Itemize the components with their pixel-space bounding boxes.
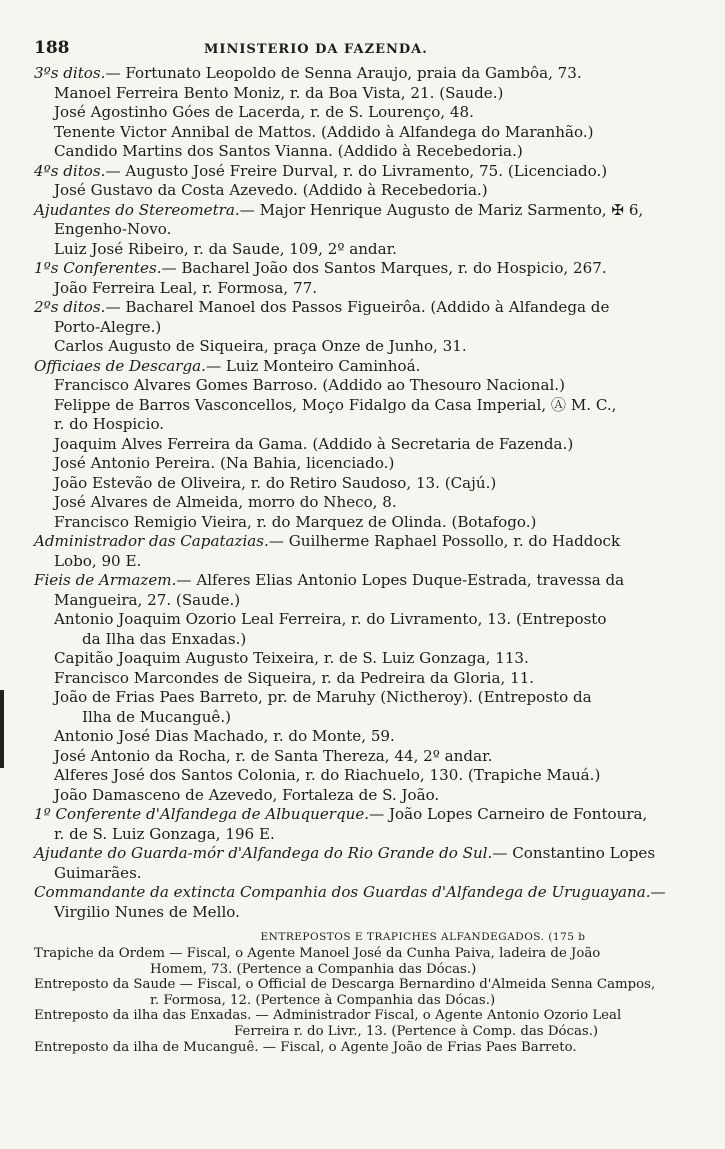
entry-line [34,805,692,825]
entry-text: Antonio Joaquim Ozorio Leal Ferreira, r. do Livramento, 13. (Entreposto [54,610,607,628]
entry-line [34,415,692,435]
entry-text: Tenente Victor Annibal de Mattos. (Addido à Alfandega do Maranhão.) [54,122,594,141]
entry-title: Administrador das Capatazias. [34,532,269,550]
entry-line [34,708,692,728]
entry-text: Guimarães. [54,863,142,882]
entry-text: José Antonio Pereira. (Na Bahia, licenciado.) [54,454,395,472]
entry-line [34,669,692,689]
entry-line [34,142,692,162]
warehouse-line: Trapiche da Ordem — Fiscal, o Agente Manoel José da Cunha Paiva, ladeira de João [34,946,601,961]
entry-text: Alferes José dos Santos Colonia, r. do Riachuelo, 130. (Trapiche Mauá.) [54,766,601,784]
page [34,38,692,1055]
entry-line [34,435,692,455]
entry-title: 1º Conferente d'Alfandega de Albuquerque. [34,805,370,823]
entry-text: Manoel Ferreira Bento Moniz, r. da Boa Vista, 21. (Saude.) [54,83,504,102]
entry-line [34,240,692,260]
entry-title: Ajudante do Guarda-mór d'Alfandega do Rio Grande do Sul. [34,844,493,862]
entry-text: Luiz José Ribeiro, r. da Saude, 109, 2º andar. [54,239,397,258]
section-heading: ENTREPOSTOS E TRAPICHES ALFANDEGADOS. (175 b [260,931,586,943]
warehouse-list [34,946,692,1055]
entry-line [34,259,692,279]
page-header [34,38,692,62]
entry-title: Fieis de Armazem. [34,571,177,589]
entry-text: — Bacharel Manoel dos Passos Figueirôa. (Addido à Alfandega de [105,298,610,316]
entry-line [34,766,692,786]
entry-text: Francisco Alvares Gomes Barroso. (Addido ao Thesouro Nacional.) [54,376,565,394]
entry-text: — [650,883,666,901]
entry-line [34,357,692,377]
entry-line [34,474,692,494]
entry-text: Francisco Remigio Vieira, r. do Marquez de Olinda. (Botafogo.) [54,512,537,531]
entry-text: João de Frias Paes Barreto, pr. de Maruhy (Nictheroy). (Entreposto da [54,688,592,706]
entry-text: Capitão Joaquim Augusto Teixeira, r. de S. Luiz Gonzaga, 113. [54,649,529,667]
entries-list [34,64,692,922]
entry-text: — Guilherme Raphael Possollo, r. do Haddock [268,532,621,550]
entry-text: Antonio José Dias Machado, r. do Monte, 59. [54,727,395,745]
entry-text: — Alferes Elias Antonio Lopes Duque-Estrada, travessa da [176,571,625,589]
entry-line [34,123,692,143]
entry-line [34,454,692,474]
entry-line [34,532,692,552]
entry-text: Candido Martins dos Santos Vianna. (Addido à Recebedoria.) [54,142,523,160]
entry-text: José Gustavo da Costa Azevedo. (Addido à Recebedoria.) [54,181,488,199]
entry-text: r. de S. Luiz Gonzaga, 196 E. [54,824,275,843]
entry-text: Carlos Augusto de Siqueira, praça Onze de Junho, 31. [54,337,467,355]
entry-line [34,220,692,240]
entry-text: — Luiz Monteiro Caminhoá. [205,356,421,375]
entry-line [34,649,692,669]
entry-line [34,630,692,650]
entry-line [34,279,692,299]
warehouse-line: r. Formosa, 12. (Pertence à Companhia das Dócas.) [150,992,496,1008]
entry-line [34,903,692,923]
entry-text: Porto-Alegre.) [54,317,162,336]
warehouse-line: Entreposto da Saude — Fiscal, o Official de Descarga Bernardino d'Almeida Senna Campos, [34,977,656,993]
entry-text: João Damasceno de Azevedo, Fortaleza de S. João. [54,785,440,804]
entry-line [34,337,692,357]
entry-line [34,513,692,533]
entry-line [34,493,692,513]
entry-line [34,747,692,767]
entry-line [34,201,692,221]
entry-text: da Ilha das Enxadas.) [82,629,247,648]
entry-text: Joaquim Alves Ferreira da Gama. (Addido à Secretaria de Fazenda.) [54,434,574,453]
entry-line [34,396,692,416]
warehouse-line: Entreposto da ilha das Enxadas. — Administrador Fiscal, o Agente Antonio Ozorio Leal [34,1008,622,1024]
warehouse-line: Homem, 73. (Pertence a Companhia das Dócas.) [150,961,477,977]
entry-text: José Alvares de Almeida, morro do Nheco, 8. [54,493,397,511]
entry-text: — Augusto José Freire Durval, r. do Livramento, 75. (Licenciado.) [105,161,608,180]
entry-line [34,591,692,611]
entry-text: — Major Henrique Augusto de Mariz Sarmento, ✠ 6, [239,200,644,219]
entry-line [34,825,692,845]
entry-line [34,298,692,318]
entry-title: 4ºs ditos. [34,161,106,180]
entry-text: Lobo, 90 E. [54,551,142,570]
running-title: MINISTERIO DA FAZENDA. [204,42,428,57]
entry-line [34,181,692,201]
margin-bar [0,690,4,768]
warehouse-line: Entreposto da ilha de Mucanguê. — Fiscal, o Agente João de Frias Paes Barreto. [34,1039,577,1055]
entry-text: Francisco Marcondes de Siqueira, r. da Pedreira da Gloria, 11. [54,668,535,687]
entry-title: 1ºs Conferentes. [34,259,162,277]
entry-text: — Fortunato Leopoldo de Senna Araujo, praia da Gambôa, 73. [105,64,582,82]
entry-line [34,318,692,338]
entry-text: — João Lopes Carneiro de Fontoura, [369,805,648,823]
entry-line [34,552,692,572]
entry-title: Commandante da extincta Companhia dos Guardas d'Alfandega de Uruguayana. [34,883,651,901]
entry-text: Virgilio Nunes de Mello. [54,902,240,921]
entry-line [34,610,692,630]
page-number: 188 [34,38,70,58]
entry-text: Felippe de Barros Vasconcellos, Moço Fidalgo da Casa Imperial, Ⓐ M. C., [54,395,617,414]
entry-line [34,786,692,806]
entry-text: José Antonio da Rocha, r. de Santa Thereza, 44, 2º andar. [54,746,493,765]
entry-text: — Constantino Lopes [492,844,656,862]
entry-line [34,844,692,864]
entry-text: Mangueira, 27. (Saude.) [54,590,241,609]
entry-line [34,571,692,591]
entry-text: João Estevão de Oliveira, r. do Retiro Saudoso, 13. (Cajú.) [54,473,497,492]
entry-line [34,727,692,747]
entry-line [34,64,692,84]
entry-title: 3ºs ditos. [34,64,106,82]
entry-text: Ilha de Mucanguê.) [82,707,232,726]
entry-line [34,864,692,884]
entry-title: Officiaes de Descarga. [34,356,206,375]
entry-line [34,84,692,104]
entry-text: r. do Hospicio. [54,415,165,433]
entry-text: José Agostinho Góes de Lacerda, r. de S. Lourenço, 48. [54,103,474,121]
warehouse-line: Ferreira r. do Livr., 13. (Pertence à Comp. das Dócas.) [234,1023,599,1039]
entry-text: — Bacharel João dos Santos Marques, r. do Hospicio, 267. [161,259,607,277]
entry-line [34,376,692,396]
entry-title: Ajudantes do Stereometra. [34,200,240,219]
entry-line [34,688,692,708]
entry-line [34,103,692,123]
entry-text: João Ferreira Leal, r. Formosa, 77. [54,278,318,297]
entry-title: 2ºs ditos. [34,298,106,316]
entry-line [34,162,692,182]
entry-line [34,883,692,903]
entry-text: Engenho-Novo. [54,220,172,238]
